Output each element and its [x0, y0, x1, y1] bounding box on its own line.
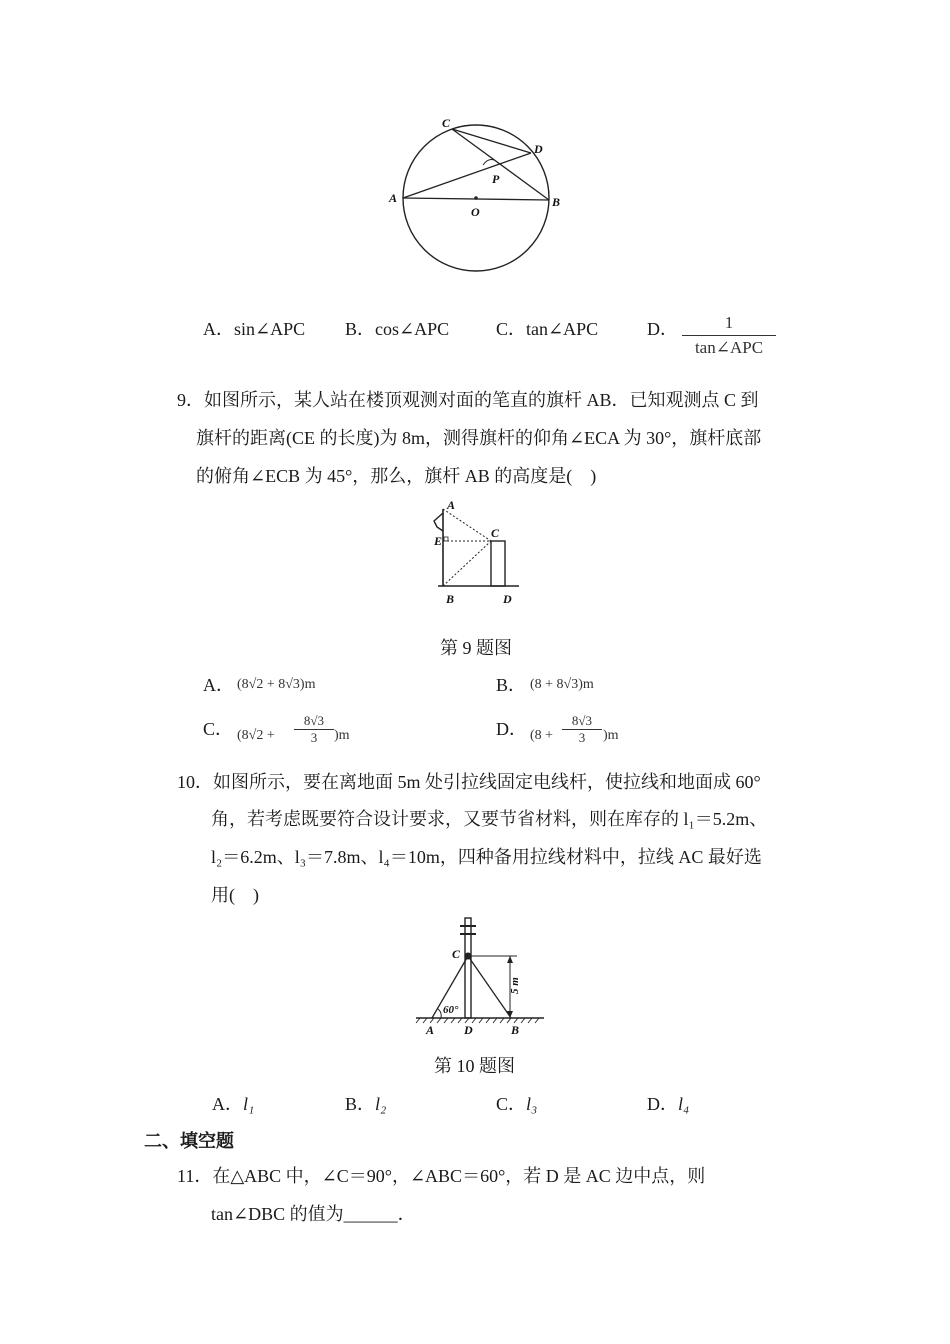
q10-option-a: [212, 1093, 254, 1115]
q9-option-d-fraction: [562, 713, 602, 746]
q11-line-2: tan∠DBC 的值为______．: [211, 1204, 416, 1224]
q8-option-c: [496, 318, 598, 340]
q9-option-d-denominator: 3: [578, 730, 586, 745]
q10-option-a-text: l₁: [243, 1094, 255, 1114]
q10-line-3: l₂＝6.2m、l₃＝7.8m、l₄＝10m，四种备用拉线材料中，拉线 AC 最好选: [211, 847, 762, 867]
q10-option-a-prefix: A．: [212, 1094, 243, 1114]
q9-option-c-post: )m: [334, 728, 350, 743]
q9-flagpole-figure: [428, 497, 528, 607]
q10-option-b: [345, 1093, 386, 1115]
q9-option-d-post: )m: [603, 728, 619, 743]
q10-option-d-text: l₄: [678, 1094, 690, 1114]
fig10-label-a: A: [426, 1023, 435, 1037]
q9-option-d-prefix: D．: [496, 719, 527, 739]
q9-figure-caption: 第 9 题图: [440, 638, 512, 658]
q9-option-a-text: (8√2 + 8√3)m: [237, 677, 316, 692]
fig10-label-angle: 60°: [443, 1004, 459, 1016]
q10-option-c: [496, 1093, 537, 1115]
q9-option-a-prefix: A．: [203, 675, 234, 695]
fig10-label-height: 5 m: [509, 977, 521, 994]
q10-option-c-prefix: C．: [496, 1094, 527, 1114]
q8-option-d-denominator: tan∠APC: [694, 338, 764, 357]
q9-option-c-prefix: C．: [203, 719, 234, 739]
fig8-label-p: P: [492, 172, 500, 186]
q10-option-d: [647, 1093, 689, 1115]
q11-line-1: 11．在△ABC 中，∠C＝90°，∠ABC＝60°，若 D 是 AC 边中点，则: [177, 1166, 706, 1186]
q8-option-b-prefix: B．: [345, 319, 376, 339]
q8-option-c-prefix: C．: [496, 319, 527, 339]
q10-option-b-prefix: B．: [345, 1094, 376, 1114]
q9-option-c-fraction: [294, 713, 334, 746]
q9-option-b-text: (8 + 8√3)m: [530, 677, 594, 692]
q10-line-1: 10．如图所示，要在离地面 5m 处引拉线固定电线杆，使拉线和地面成 60°: [177, 772, 761, 792]
q10-line-4: 用( ): [211, 885, 259, 905]
q9-option-c-pre: (8√2 +: [237, 728, 275, 743]
fig8-label-o: O: [471, 205, 480, 219]
q8-option-d-numerator: 1: [682, 313, 776, 336]
fig9-label-b: B: [446, 592, 455, 606]
q9-line-2: 旗杆的距离(CE 的长度)为 8m，测得旗杆的仰角∠ECA 为 30°，旗杆底部: [196, 428, 762, 448]
q8-circle-figure: [380, 108, 580, 283]
fig9-label-c: C: [491, 526, 500, 540]
q10-option-c-text: l₃: [526, 1094, 538, 1114]
q9-option-d-numerator: 8√3: [562, 713, 602, 730]
fig10-label-b: B: [511, 1023, 520, 1037]
q8-option-b-text: cos∠APC: [375, 319, 450, 339]
fig8-label-b: B: [552, 195, 561, 209]
q9-line-1: 9．如图所示，某人站在楼顶观测对面的笔直的旗杆 AB．已知观测点 C 到: [177, 390, 759, 410]
fig9-label-d: D: [503, 592, 512, 606]
q9-option-c-denominator: 3: [310, 730, 318, 745]
q10-option-d-prefix: D．: [647, 1094, 678, 1114]
fig9-label-a: A: [447, 498, 456, 512]
q8-option-a: [203, 318, 305, 340]
q10-pole-figure: [412, 912, 548, 1040]
section-2-title: 二、填空题: [144, 1131, 234, 1151]
q9-option-b-prefix: B．: [496, 675, 527, 695]
q9-option-c-numerator: 8√3: [294, 713, 334, 730]
q10-line-2: 角，若考虑既要符合设计要求，又要节省材料，则在库存的 l₁＝5.2m、: [211, 809, 768, 829]
q9-option-d-pre: (8 +: [530, 728, 554, 743]
q8-option-d-prefix: D．: [647, 319, 678, 339]
q8-option-a-prefix: A．: [203, 319, 234, 339]
fig8-label-d: D: [534, 142, 543, 156]
fig8-label-c: C: [442, 116, 451, 130]
q8-option-d-fraction: [682, 313, 776, 358]
fig9-label-e: E: [434, 534, 443, 548]
q8-option-b: [345, 318, 449, 340]
q9-line-3: 的俯角∠ECB 为 45°，那么，旗杆 AB 的高度是( ): [196, 466, 597, 486]
q10-figure-caption: 第 10 题图: [434, 1056, 515, 1076]
fig10-label-d: D: [464, 1023, 473, 1037]
fig10-label-c: C: [452, 947, 461, 961]
q8-option-c-text: tan∠APC: [526, 319, 599, 339]
q8-option-a-text: sin∠APC: [234, 319, 306, 339]
q10-option-b-text: l₂: [375, 1094, 387, 1114]
fig8-label-a: A: [389, 191, 398, 205]
